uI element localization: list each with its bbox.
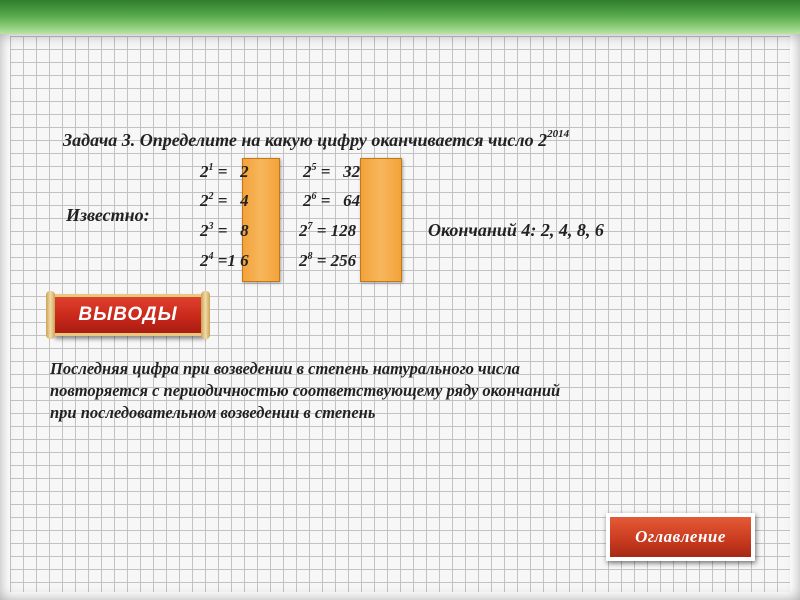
conclusion-text [50,358,560,424]
power-row: $2^4 =1$ 6 [200,251,249,270]
task-title-text: Задача 3. Определите на какую цифру оканчивается число 2 [63,130,548,150]
conclusions-button[interactable] [52,294,204,336]
power-row: $2^3 = 8$ [200,221,249,240]
conclusions-button-label: ВЫВОДЫ [78,304,178,325]
power-row: $2^1 = 2$ [200,162,249,181]
conclusion-line: Последняя цифра при возведении в степень натурального числа [50,359,520,378]
header-band [0,0,800,34]
task-title-exponent: 2014 [547,128,570,140]
power-row: $2^6 = 64$ [303,191,361,210]
table-of-contents-button[interactable] [606,513,755,561]
ones-digit-highlight-2 [360,158,402,282]
conclusion-line: при последовательном возведении в степень [50,403,376,422]
power-row: $2^7 = 128$ [299,221,357,240]
endings-text: Окончаний 4: 2, 4, 8, 6 [428,220,604,240]
known-label: Известно: [66,205,150,225]
conclusion-line: повторяется с периодичностью соответствующему ряду окончаний [50,381,561,400]
power-row: $2^5 = 32$ [303,162,361,181]
power-row: $2^2 = 4$ [200,191,249,210]
task-title [63,128,569,151]
power-row: $2^8 = 256$ [299,251,357,270]
toc-button-label: Оглавление [635,527,726,546]
